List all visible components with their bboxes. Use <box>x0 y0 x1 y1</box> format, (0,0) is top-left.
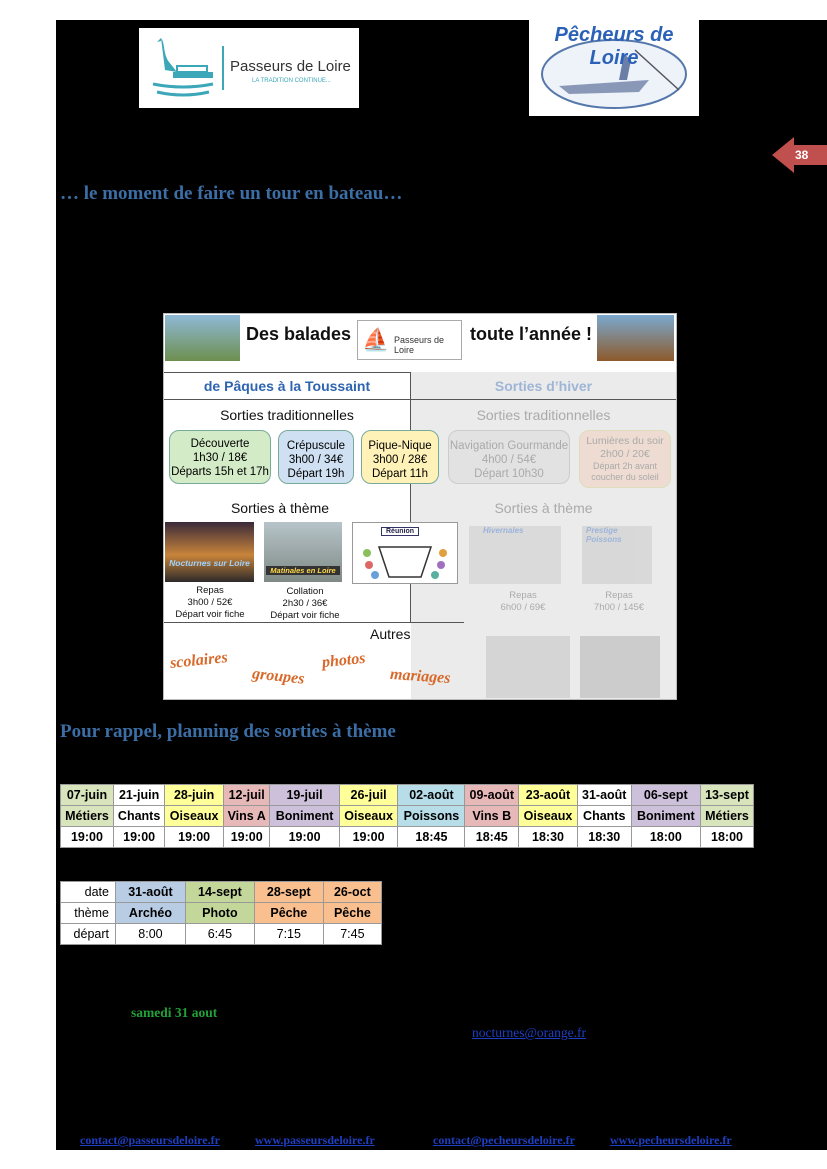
passeurs-logo-name: Passeurs de Loire <box>230 58 351 75</box>
poster-title-right: toute l’année ! <box>470 324 593 344</box>
poster-hline-autres <box>164 622 464 623</box>
schedule-date-cell: 07-juin <box>61 785 114 806</box>
footer-website-passeurs[interactable]: www.passeursdeloire.fr <box>255 1133 375 1147</box>
section-title-planning: Pour rappel, planning des sorties à thème <box>60 721 396 742</box>
chip-navigation-gourmande <box>448 430 570 484</box>
trad-left-label: Sorties traditionnelles <box>220 407 354 423</box>
fun-word-photos: photos <box>321 649 367 672</box>
schedule2-time-cell: 6:45 <box>185 924 254 945</box>
autres-label: Autres <box>370 626 411 642</box>
chip-lumieres-l2: 2h00 / 20€ <box>600 448 650 460</box>
pecheurs-logo <box>529 20 699 116</box>
caption-nocturnes-l1: Repas <box>196 585 224 596</box>
chip-pique-nique-l1: Pique-Nique <box>368 440 432 452</box>
poster-photo-boat-left <box>165 315 240 361</box>
schedule-time-cell: 18:30 <box>519 827 578 848</box>
schedule-date-cell: 13-sept <box>700 785 753 806</box>
schedule2-date-cell: 31-août <box>116 882 186 903</box>
chip-decouverte <box>169 430 271 484</box>
chip-lumieres-l3: Départ 2h avant coucher du soleil <box>591 461 659 482</box>
chip-lumieres-l1: Lumières du soir <box>586 435 664 447</box>
pecheurs-logo-name: Pêcheurs de Loire <box>554 24 674 69</box>
photo-matinales-label: Matinales en Loire <box>266 566 340 575</box>
photo-prestige-label: Prestige Poissons <box>586 526 622 544</box>
caption-prestige-l2: 7h00 / 145€ <box>593 602 645 613</box>
schedule-time-cell: 18:45 <box>398 827 465 848</box>
balades-poster <box>163 313 677 700</box>
schedule-date-cell: 26-juil <box>339 785 398 806</box>
schedule2-time-cell: 8:00 <box>116 924 186 945</box>
schedule2-date-cell: 28-sept <box>254 882 323 903</box>
schedule-date-cell: 06-sept <box>631 785 700 806</box>
schedule2-row-label: date <box>61 882 116 903</box>
schedule-theme-cell: Chants <box>577 806 631 827</box>
page-number: 38 <box>795 148 809 162</box>
schedule-theme-cell: Vins A <box>223 806 269 827</box>
fun-word-scolaires: scolaires <box>169 649 229 672</box>
caption-nocturnes-l3: Départ voir fiche <box>175 609 245 620</box>
schedule-row-times <box>61 827 754 848</box>
photo-hivernales <box>469 526 561 584</box>
highlight-date: samedi 31 aout <box>131 1005 218 1020</box>
meeting-table-icon <box>359 537 451 581</box>
schedule2-row-label: thème <box>61 903 116 924</box>
fun-word-groupes: groupes <box>251 665 306 688</box>
schedule2-time-cell: 7:45 <box>323 924 381 945</box>
schedule-theme-cell: Métiers <box>61 806 114 827</box>
poster-logo-icon: ⛵ <box>362 327 390 352</box>
caption-hivernales-l1: Repas <box>509 590 537 601</box>
schedule-table-summer <box>60 784 754 848</box>
poster-logo-text: Passeurs de Loire <box>394 335 445 355</box>
caption-nocturnes <box>164 585 256 621</box>
chip-crepuscule-l2: 3h00 / 34€ <box>288 454 344 466</box>
schedule2-row-dates <box>61 882 382 903</box>
left-header: de Pâques à la Toussaint <box>203 378 371 394</box>
photo-matinales <box>264 522 342 582</box>
schedule2-row-times <box>61 924 382 945</box>
schedule2-time-cell: 7:15 <box>254 924 323 945</box>
caption-matinales-l2: 2h30 / 36€ <box>282 598 328 609</box>
schedule-time-cell: 19:00 <box>61 827 114 848</box>
heron-boat-icon <box>147 32 219 104</box>
schedule-table-autumn <box>60 881 382 945</box>
chip-crepuscule <box>278 430 354 484</box>
schedule-date-cell: 23-août <box>519 785 578 806</box>
chip-decouverte-l2: 1h30 / 18€ <box>192 452 248 464</box>
theme-left-label: Sorties à thème <box>230 500 330 516</box>
schedule-date-cell: 12-juil <box>223 785 269 806</box>
winter-photo-2 <box>580 636 660 698</box>
schedule-time-cell: 19:00 <box>113 827 164 848</box>
schedule-date-cell: 21-juin <box>113 785 164 806</box>
section-title-boat-tour: … le moment de faire un tour en bateau… <box>60 183 403 204</box>
caption-matinales-l3: Départ voir fiche <box>270 610 340 621</box>
schedule-date-cell: 28-juin <box>165 785 224 806</box>
schedule2-theme-cell: Pêche <box>323 903 381 924</box>
poster-hline-sub <box>164 399 676 400</box>
chip-navigation-l3: Départ 10h30 <box>474 468 544 480</box>
caption-prestige-l1: Repas <box>605 590 633 601</box>
schedule-theme-cell: Vins B <box>465 806 519 827</box>
right-header: Sorties d’hiver <box>494 378 593 394</box>
chip-pique-nique <box>361 430 439 484</box>
schedule-theme-cell: Oiseaux <box>165 806 224 827</box>
trad-right-label: Sorties traditionnelles <box>476 407 611 423</box>
footer-email-passeurs[interactable]: contact@passeursdeloire.fr <box>80 1133 220 1147</box>
schedule-time-cell: 19:00 <box>165 827 224 848</box>
photo-nocturnes-label: Nocturnes sur Loire <box>169 558 250 568</box>
footer-website-pecheurs[interactable]: www.pecheursdeloire.fr <box>610 1133 732 1147</box>
schedule-row-dates <box>61 785 754 806</box>
logo-divider <box>222 46 224 90</box>
schedule-theme-cell: Métiers <box>700 806 753 827</box>
passeurs-logo <box>139 28 359 108</box>
chip-crepuscule-l3: Départ 19h <box>287 468 345 480</box>
chip-navigation-l1: Navigation Gourmande <box>449 440 569 452</box>
poster-photo-boat-right <box>597 315 674 361</box>
chip-pique-nique-l2: 3h00 / 28€ <box>372 454 428 466</box>
schedule-date-cell: 19-juil <box>270 785 339 806</box>
schedule-theme-cell: Chants <box>113 806 164 827</box>
chip-decouverte-l1: Découverte <box>190 438 250 450</box>
chip-decouverte-l3: Départs 15h et 17h <box>171 466 269 478</box>
chip-navigation-l2: 4h00 / 54€ <box>481 454 537 466</box>
schedule-theme-cell: Poissons <box>398 806 465 827</box>
theme-right-label: Sorties à thème <box>494 500 593 516</box>
schedule2-date-cell: 26-oct <box>323 882 381 903</box>
schedule2-date-cell: 14-sept <box>185 882 254 903</box>
schedule-date-cell: 02-août <box>398 785 465 806</box>
schedule2-theme-cell: Photo <box>185 903 254 924</box>
poster-logo <box>357 320 462 360</box>
caption-nocturnes-l2: 3h00 / 52€ <box>187 597 233 608</box>
caption-hivernales-l2: 6h00 / 69€ <box>500 602 546 613</box>
schedule-date-cell: 31-août <box>577 785 631 806</box>
caption-matinales-l1: Collation <box>286 586 324 597</box>
poster-title-left: Des balades <box>246 324 352 344</box>
chip-lumieres-du-soir <box>579 430 671 488</box>
schedule-time-cell: 19:00 <box>339 827 398 848</box>
schedule-time-cell: 19:00 <box>270 827 339 848</box>
photo-reunion <box>352 522 458 584</box>
fun-word-mariages: mariages <box>389 665 452 688</box>
photo-nocturnes <box>165 522 254 582</box>
caption-matinales <box>260 586 350 622</box>
schedule-row-themes <box>61 806 754 827</box>
schedule2-row-label: départ <box>61 924 116 945</box>
footer-email-pecheurs[interactable]: contact@pecheursdeloire.fr <box>433 1133 575 1147</box>
winter-photo-1 <box>486 636 570 698</box>
schedule-time-cell: 18:00 <box>700 827 753 848</box>
schedule-time-cell: 18:30 <box>577 827 631 848</box>
schedule-date-cell: 09-août <box>465 785 519 806</box>
caption-hivernales <box>478 590 568 614</box>
poster-hline-top <box>164 372 411 373</box>
schedule2-row-themes <box>61 903 382 924</box>
caption-prestige <box>574 590 664 614</box>
schedule-time-cell: 19:00 <box>223 827 269 848</box>
photo-hivernales-label: Hivernales <box>483 526 524 535</box>
schedule-theme-cell: Boniment <box>270 806 339 827</box>
schedule-theme-cell: Boniment <box>631 806 700 827</box>
schedule-theme-cell: Oiseaux <box>339 806 398 827</box>
schedule-theme-cell: Oiseaux <box>519 806 578 827</box>
photo-reunion-label: Réunion <box>381 527 419 536</box>
schedule2-theme-cell: Archéo <box>116 903 186 924</box>
passeurs-logo-tagline: LA TRADITION CONTINUE... <box>252 78 331 84</box>
chip-pique-nique-l3: Départ 11h <box>371 468 429 480</box>
nocturnes-email-link[interactable]: nocturnes@orange.fr <box>472 1025 587 1040</box>
photo-prestige <box>582 526 652 584</box>
chip-crepuscule-l1: Crépuscule <box>286 440 346 452</box>
schedule2-theme-cell: Pêche <box>254 903 323 924</box>
schedule-time-cell: 18:00 <box>631 827 700 848</box>
schedule-time-cell: 18:45 <box>465 827 519 848</box>
